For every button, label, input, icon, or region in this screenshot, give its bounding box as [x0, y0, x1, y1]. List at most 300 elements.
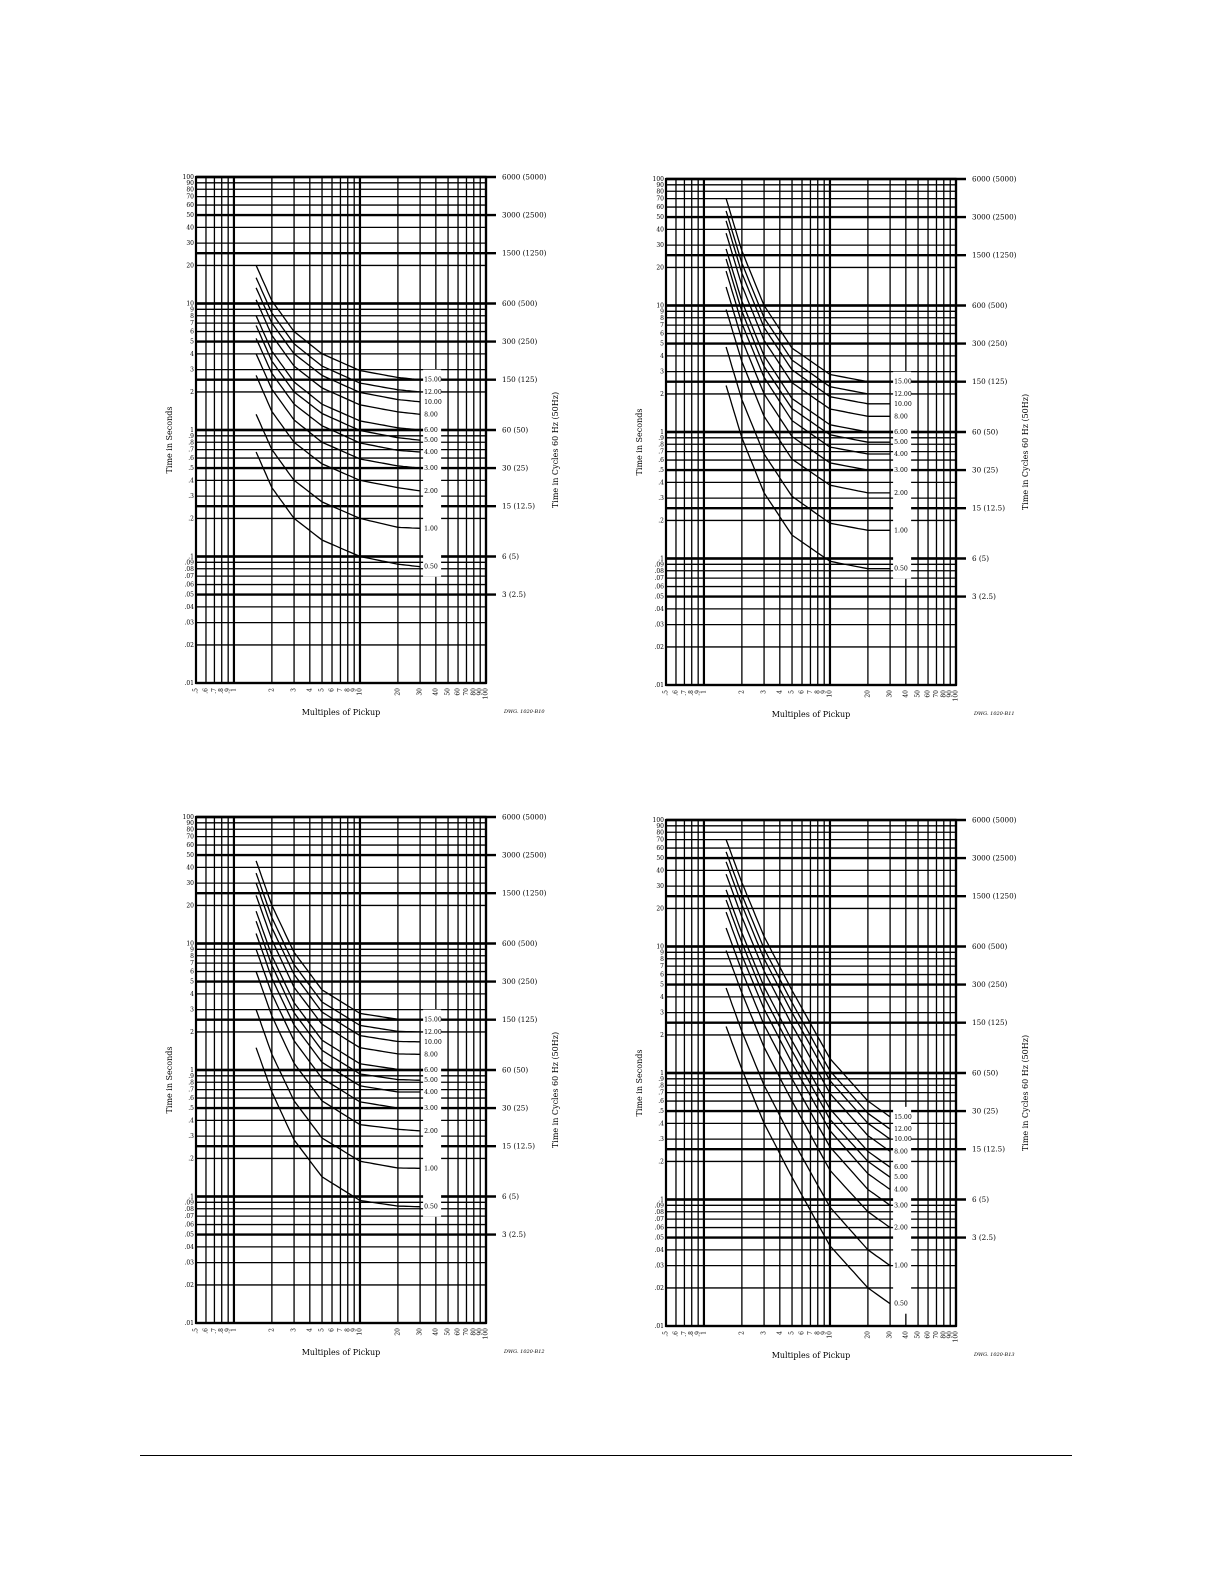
x-tick-label: 4 [776, 1331, 784, 1335]
curves [256, 861, 420, 1207]
y-tick-label: 7 [660, 322, 664, 330]
time-current-chart-1 [160, 165, 580, 725]
x-tick-label: 100 [952, 1331, 960, 1343]
y-tick-label: 20 [656, 905, 664, 913]
y-tick-label: 90 [656, 181, 664, 189]
x-tick-label: 100 [482, 688, 490, 700]
y-tick-label: .4 [188, 1117, 194, 1125]
y-tick-label: .4 [658, 479, 664, 487]
drawing-number: DWG. 1020-B12 [504, 1349, 545, 1355]
x-tick-label: 80 [470, 688, 478, 696]
x-tick-label: 3 [760, 1331, 768, 1335]
x-tick-label: 9 [820, 1331, 828, 1335]
curve-12.00 [256, 873, 420, 1032]
y2-axis-label: Time in Cycles 60 Hz (50Hz) [1021, 1034, 1030, 1152]
y2-tick-label: 60 (50) [502, 425, 529, 435]
y2-tick-label: 15 (12.5) [502, 1141, 536, 1151]
curve-label: 12.00 [424, 388, 442, 396]
x-tick-label: .6 [202, 1328, 210, 1334]
curve-label: 5.00 [424, 1077, 438, 1085]
y-tick-label: 6 [660, 330, 664, 338]
y-tick-label: 70 [186, 193, 194, 201]
y-tick-label: 8 [190, 312, 194, 320]
y-tick-label: 10 [656, 943, 664, 951]
curve-label: 3.00 [894, 467, 908, 475]
curve-label: 4.00 [424, 449, 438, 457]
curve-label: 15.00 [894, 1113, 912, 1121]
y-tick-label: .9 [658, 1075, 664, 1083]
curve-label: 12.00 [424, 1028, 442, 1036]
x-tick-label: 10 [826, 1331, 834, 1339]
y-tick-label: .05 [654, 1234, 664, 1242]
y-tick-label: 50 [186, 852, 194, 860]
x-tick-label: 5 [318, 1328, 326, 1332]
x-tick-label: .9 [224, 688, 232, 694]
curve-label: 6.00 [424, 427, 438, 434]
curve-label: 3.00 [424, 1105, 438, 1113]
y2-tick-label: 600 (500) [502, 299, 538, 308]
y-tick-label: 1 [190, 427, 194, 434]
y-tick-label: 90 [186, 179, 194, 187]
x-tick-label: 7 [806, 690, 814, 694]
x-tick-label: .9 [694, 1331, 702, 1337]
y-tick-label: .05 [184, 1231, 194, 1239]
curve-label: 5.00 [424, 437, 438, 445]
y-tick-label: .4 [188, 477, 194, 485]
curve-label: 10.00 [424, 398, 442, 406]
x-tick-label: 6 [328, 688, 336, 692]
y2-tick-label: 30 (25) [972, 465, 999, 475]
y2-tick-label: 150 (125) [502, 1015, 538, 1025]
y-tick-label: 6 [190, 968, 194, 976]
y-tick-label: .01 [654, 1323, 664, 1330]
curve-label: 1.00 [424, 1165, 438, 1173]
x-tick-label: 3 [760, 690, 768, 694]
x-tick-label: 6 [798, 1331, 806, 1335]
y2-tick-label: 300 (250) [502, 337, 538, 347]
y-tick-label: 9 [660, 949, 664, 957]
x-tick-label: .6 [672, 690, 680, 696]
y-tick-label: 4 [190, 350, 194, 358]
y-tick-label: 4 [190, 990, 194, 998]
y-tick-label: 60 [186, 842, 194, 850]
y-tick-label: .09 [184, 1199, 194, 1207]
curve-10.00 [726, 221, 890, 404]
y2-tick-label: 3 (2.5) [502, 590, 526, 600]
x-tick-label: 30 [416, 1328, 424, 1336]
y-tick-label: .5 [188, 1105, 194, 1113]
x-tick-label: 1 [230, 688, 238, 692]
y-axis-label: Time in Seconds [635, 408, 644, 476]
x-tick-label: 8 [344, 688, 352, 692]
y-tick-label: .04 [184, 1243, 194, 1251]
y-tick-label: 80 [656, 188, 664, 196]
curve-3.00 [726, 928, 890, 1205]
x-tick-label: 6 [798, 690, 806, 694]
y2-tick-label: 1500 (1250) [502, 888, 547, 898]
y2-tick-label: 6000 (5000) [502, 812, 547, 822]
y-tick-label: .08 [184, 1205, 194, 1213]
y2-tick-label: 6000 (5000) [502, 172, 547, 182]
y-tick-label: 90 [656, 822, 664, 830]
y2-tick-label: 15 (12.5) [972, 503, 1006, 513]
y-tick-label: 30 [186, 240, 194, 248]
x-tick-label: 50 [914, 690, 922, 698]
curve-label: 1.00 [894, 1262, 908, 1270]
grid [666, 820, 966, 1326]
curve-label: 8.00 [894, 1148, 908, 1156]
y2-tick-label: 600 (500) [502, 939, 538, 948]
y-tick-label: 40 [656, 226, 664, 234]
curve-label: 8.00 [424, 411, 438, 419]
y-tick-label: .3 [658, 1136, 664, 1144]
y2-tick-label: 6 (5) [502, 1192, 520, 1201]
y-tick-label: 8 [660, 955, 664, 963]
y-tick-label: .3 [188, 1133, 194, 1141]
x-axis-label: Multiples of Pickup [771, 1351, 851, 1360]
x-tick-label: 7 [336, 1328, 344, 1332]
x-tick-label: 30 [886, 690, 894, 698]
y-tick-label: 100 [182, 814, 194, 821]
x-axis-label: Multiples of Pickup [301, 708, 381, 717]
x-tick-label: 40 [432, 1328, 440, 1336]
y-tick-label: .2 [658, 517, 664, 525]
x-tick-label: 2 [738, 690, 746, 694]
y-tick-label: 60 [656, 845, 664, 853]
y-tick-label: .3 [188, 493, 194, 501]
x-tick-label: 5 [788, 1331, 796, 1335]
grid [196, 817, 496, 1323]
y-tick-label: .8 [188, 1079, 194, 1087]
curve-label: 6.00 [894, 429, 908, 436]
drawing-number: DWG. 1020-B13 [974, 1352, 1015, 1358]
y-tick-label: .1 [658, 555, 664, 563]
y2-tick-label: 150 (125) [972, 1018, 1008, 1028]
y-tick-label: 4 [660, 993, 664, 1001]
y-tick-label: 100 [652, 176, 664, 183]
x-tick-label: .8 [218, 1328, 226, 1334]
y2-tick-label: 1500 (1250) [972, 891, 1017, 901]
y-tick-label: .07 [184, 573, 194, 581]
y-axis-label: Time in Seconds [165, 406, 174, 474]
time-current-chart-2 [630, 167, 1050, 727]
curve-label: 10.00 [894, 400, 912, 408]
x-tick-label: 3 [290, 688, 298, 692]
y-tick-label: .7 [188, 446, 194, 454]
curve-2.00 [726, 310, 890, 493]
y-tick-label: .05 [654, 593, 664, 601]
x-tick-label: 2 [268, 688, 276, 692]
y-tick-label: .9 [188, 1072, 194, 1080]
y2-tick-label: 15 (12.5) [502, 501, 536, 511]
x-tick-label: 70 [462, 1328, 470, 1336]
y-tick-label: .7 [188, 1086, 194, 1094]
y2-tick-label: 30 (25) [972, 1106, 999, 1116]
curve-label: 0.50 [894, 565, 908, 573]
curve-6.00 [726, 249, 890, 432]
curve-label: 5.00 [894, 439, 908, 447]
curve-label: 0.50 [424, 563, 438, 571]
y2-tick-label: 300 (250) [972, 980, 1008, 990]
curve-label: 0.50 [424, 1203, 438, 1211]
curve-label: 10.00 [894, 1136, 912, 1144]
y-tick-label: .05 [184, 591, 194, 599]
y-tick-label: .04 [654, 1246, 664, 1254]
y-tick-label: .8 [658, 1082, 664, 1090]
curve-12.00 [726, 211, 890, 394]
y-tick-label: 2 [190, 1028, 194, 1036]
curve-label: 5.00 [894, 1174, 908, 1182]
y-tick-label: .7 [658, 1089, 664, 1097]
y-tick-label: 40 [656, 867, 664, 875]
x-axis-label: Multiples of Pickup [301, 1348, 381, 1357]
x-tick-label: 50 [914, 1331, 922, 1339]
x-tick-label: .5 [662, 1331, 670, 1337]
x-tick-label: .8 [218, 688, 226, 694]
x-tick-label: 20 [864, 690, 872, 698]
y-tick-label: .7 [658, 448, 664, 456]
curves [726, 840, 890, 1304]
x-tick-label: 10 [356, 688, 364, 696]
x-tick-label: .8 [688, 690, 696, 696]
y-tick-label: 10 [186, 300, 194, 308]
y-tick-label: .8 [188, 439, 194, 447]
y-tick-label: 3 [660, 368, 664, 376]
curve-label: 6.00 [424, 1067, 438, 1074]
x-tick-label: 1 [700, 1331, 708, 1335]
x-tick-label: 100 [482, 1328, 490, 1340]
x-tick-label: 60 [454, 1328, 462, 1336]
y-tick-label: 2 [660, 390, 664, 398]
y-tick-label: .2 [658, 1158, 664, 1166]
y2-tick-label: 300 (250) [972, 339, 1008, 349]
y-tick-label: .5 [188, 465, 194, 473]
y-tick-label: .04 [654, 605, 664, 613]
x-tick-label: 100 [952, 690, 960, 702]
y2-tick-label: 30 (25) [502, 1103, 529, 1113]
curve-6.00 [726, 890, 890, 1167]
y-tick-label: 100 [652, 817, 664, 824]
y-tick-label: 6 [660, 971, 664, 979]
x-tick-label: 9 [820, 690, 828, 694]
y-tick-label: .03 [184, 1259, 194, 1267]
y2-tick-label: 60 (50) [972, 427, 999, 437]
y-tick-label: .01 [184, 680, 194, 687]
y-tick-label: 3 [660, 1009, 664, 1017]
x-tick-label: 7 [806, 1331, 814, 1335]
x-tick-label: .7 [680, 690, 688, 696]
y-tick-label: 2 [660, 1031, 664, 1039]
y2-tick-label: 3 (2.5) [502, 1230, 526, 1240]
curve-label: 8.00 [894, 413, 908, 421]
x-tick-label: 30 [416, 688, 424, 696]
y2-tick-label: 300 (250) [502, 977, 538, 987]
y-tick-label: .09 [654, 1202, 664, 1210]
y-tick-label: 9 [660, 308, 664, 316]
y2-tick-label: 1500 (1250) [502, 248, 547, 258]
curve-0.50 [726, 1027, 890, 1304]
curve-label: 15.00 [424, 1016, 442, 1024]
y-tick-label: 5 [190, 338, 194, 346]
y-tick-label: .5 [658, 467, 664, 475]
y-tick-label: 7 [190, 960, 194, 968]
y-tick-label: 5 [660, 981, 664, 989]
x-tick-label: 40 [902, 1331, 910, 1339]
y-tick-label: .01 [184, 1320, 194, 1327]
x-tick-label: 80 [470, 1328, 478, 1336]
y-tick-label: .02 [654, 1284, 664, 1292]
curve-label: 6.00 [894, 1164, 908, 1172]
y2-tick-label: 3000 (2500) [972, 853, 1017, 863]
y2-tick-label: 60 (50) [972, 1068, 999, 1078]
x-tick-label: 10 [356, 1328, 364, 1336]
y-tick-label: 50 [186, 212, 194, 220]
y-tick-label: .1 [188, 1193, 194, 1201]
y-tick-label: .8 [658, 441, 664, 449]
x-tick-label: 80 [940, 690, 948, 698]
y-tick-label: .08 [654, 567, 664, 575]
y2-tick-label: 6 (5) [972, 554, 990, 563]
y-tick-label: 60 [656, 204, 664, 212]
y2-tick-label: 150 (125) [502, 375, 538, 385]
curve-label: 4.00 [894, 1186, 908, 1194]
y2-axis-label: Time in Cycles 60 Hz (50Hz) [551, 391, 560, 509]
curve-label: 1.00 [894, 527, 908, 535]
curve-5.00 [726, 900, 890, 1177]
curve-0.50 [726, 386, 890, 569]
y-tick-label: 2 [190, 388, 194, 396]
y-tick-label: .2 [188, 1155, 194, 1163]
x-tick-label: 3 [290, 1328, 298, 1332]
x-tick-label: .7 [680, 1331, 688, 1337]
x-axis-label: Multiples of Pickup [771, 710, 851, 719]
y-tick-label: 50 [656, 855, 664, 863]
curve-label: 15.00 [424, 376, 442, 384]
y-tick-label: .07 [654, 1216, 664, 1224]
x-tick-label: 4 [776, 690, 784, 694]
y-axis-label: Time in Seconds [635, 1049, 644, 1117]
y-tick-label: .6 [188, 455, 194, 463]
y-tick-label: 5 [660, 340, 664, 348]
x-tick-label: 8 [814, 1331, 822, 1335]
y-tick-label: 5 [190, 978, 194, 986]
y2-tick-label: 150 (125) [972, 377, 1008, 387]
y-tick-label: .06 [184, 581, 194, 589]
x-tick-label: .7 [210, 1328, 218, 1334]
y-tick-label: .06 [184, 1221, 194, 1229]
x-tick-label: 80 [940, 1331, 948, 1339]
x-tick-label: 9 [350, 1328, 358, 1332]
x-tick-label: 20 [394, 688, 402, 696]
x-tick-label: .7 [210, 688, 218, 694]
x-tick-label: 10 [826, 690, 834, 698]
y2-tick-label: 6000 (5000) [972, 815, 1017, 825]
curve-label: 10.00 [424, 1038, 442, 1046]
y-tick-label: .6 [658, 457, 664, 465]
x-tick-label: 2 [738, 1331, 746, 1335]
y2-tick-label: 60 (50) [502, 1065, 529, 1075]
y-tick-label: .09 [654, 561, 664, 569]
y-tick-label: 1 [190, 1067, 194, 1074]
y-tick-label: .06 [654, 583, 664, 591]
curve-label: 4.00 [424, 1089, 438, 1097]
y-tick-label: .9 [658, 434, 664, 442]
curve-label: 3.00 [424, 465, 438, 473]
y2-tick-label: 3000 (2500) [502, 210, 547, 220]
curve-12.00 [726, 852, 890, 1129]
y-tick-label: .07 [184, 1213, 194, 1221]
y-tick-label: 6 [190, 328, 194, 336]
y-tick-label: 8 [660, 314, 664, 322]
grid [666, 179, 966, 685]
curve-label: 12.00 [894, 390, 912, 398]
x-tick-label: 90 [946, 690, 954, 698]
y-tick-label: 70 [656, 836, 664, 844]
x-tick-label: .9 [224, 1328, 232, 1334]
y-tick-label: 30 [656, 242, 664, 250]
curve-label: 4.00 [894, 451, 908, 459]
y-tick-label: .6 [188, 1095, 194, 1103]
x-tick-label: 20 [864, 1331, 872, 1339]
y-tick-label: .07 [654, 575, 664, 583]
y-tick-label: 20 [186, 902, 194, 910]
x-tick-label: .9 [694, 690, 702, 696]
y-tick-label: .03 [654, 621, 664, 629]
y-tick-label: .3 [658, 495, 664, 503]
y-tick-label: .1 [658, 1196, 664, 1204]
y-tick-label: 1 [660, 1070, 664, 1077]
curve-label: 2.00 [894, 489, 908, 497]
y-tick-label: .09 [184, 559, 194, 567]
x-tick-label: 70 [462, 688, 470, 696]
y-tick-label: 40 [186, 224, 194, 232]
y-axis-label: Time in Seconds [165, 1046, 174, 1114]
y-tick-label: 30 [656, 883, 664, 891]
curve-1.00 [726, 988, 890, 1266]
y-tick-label: 60 [186, 202, 194, 210]
y-tick-label: 70 [656, 195, 664, 203]
x-tick-label: 60 [924, 1331, 932, 1339]
curve-label: 3.00 [894, 1202, 908, 1210]
x-tick-label: 50 [444, 688, 452, 696]
x-tick-label: 70 [932, 1331, 940, 1339]
x-tick-label: 60 [924, 690, 932, 698]
curves [256, 265, 420, 566]
y-tick-label: 8 [190, 952, 194, 960]
grid [196, 177, 496, 683]
x-tick-label: 5 [318, 688, 326, 692]
x-tick-label: .8 [688, 1331, 696, 1337]
curve-label: 0.50 [894, 1300, 908, 1308]
x-tick-label: 8 [814, 690, 822, 694]
drawing-number: DWG. 1020-B11 [974, 711, 1015, 717]
x-tick-label: 20 [394, 1328, 402, 1336]
curve-3.00 [726, 287, 890, 470]
y-tick-label: 80 [656, 829, 664, 837]
curve-label: 15.00 [894, 378, 912, 386]
y-tick-label: 20 [186, 262, 194, 270]
y2-tick-label: 1500 (1250) [972, 250, 1017, 260]
y2-tick-label: 15 (12.5) [972, 1144, 1006, 1154]
curve-label: 8.00 [424, 1051, 438, 1059]
y-tick-label: 80 [186, 826, 194, 834]
x-tick-label: 4 [306, 688, 314, 692]
y-tick-label: 3 [190, 1006, 194, 1014]
time-current-chart-4 [630, 808, 1050, 1368]
x-tick-label: 50 [444, 1328, 452, 1336]
y-tick-label: 10 [186, 940, 194, 948]
x-tick-label: 40 [432, 688, 440, 696]
